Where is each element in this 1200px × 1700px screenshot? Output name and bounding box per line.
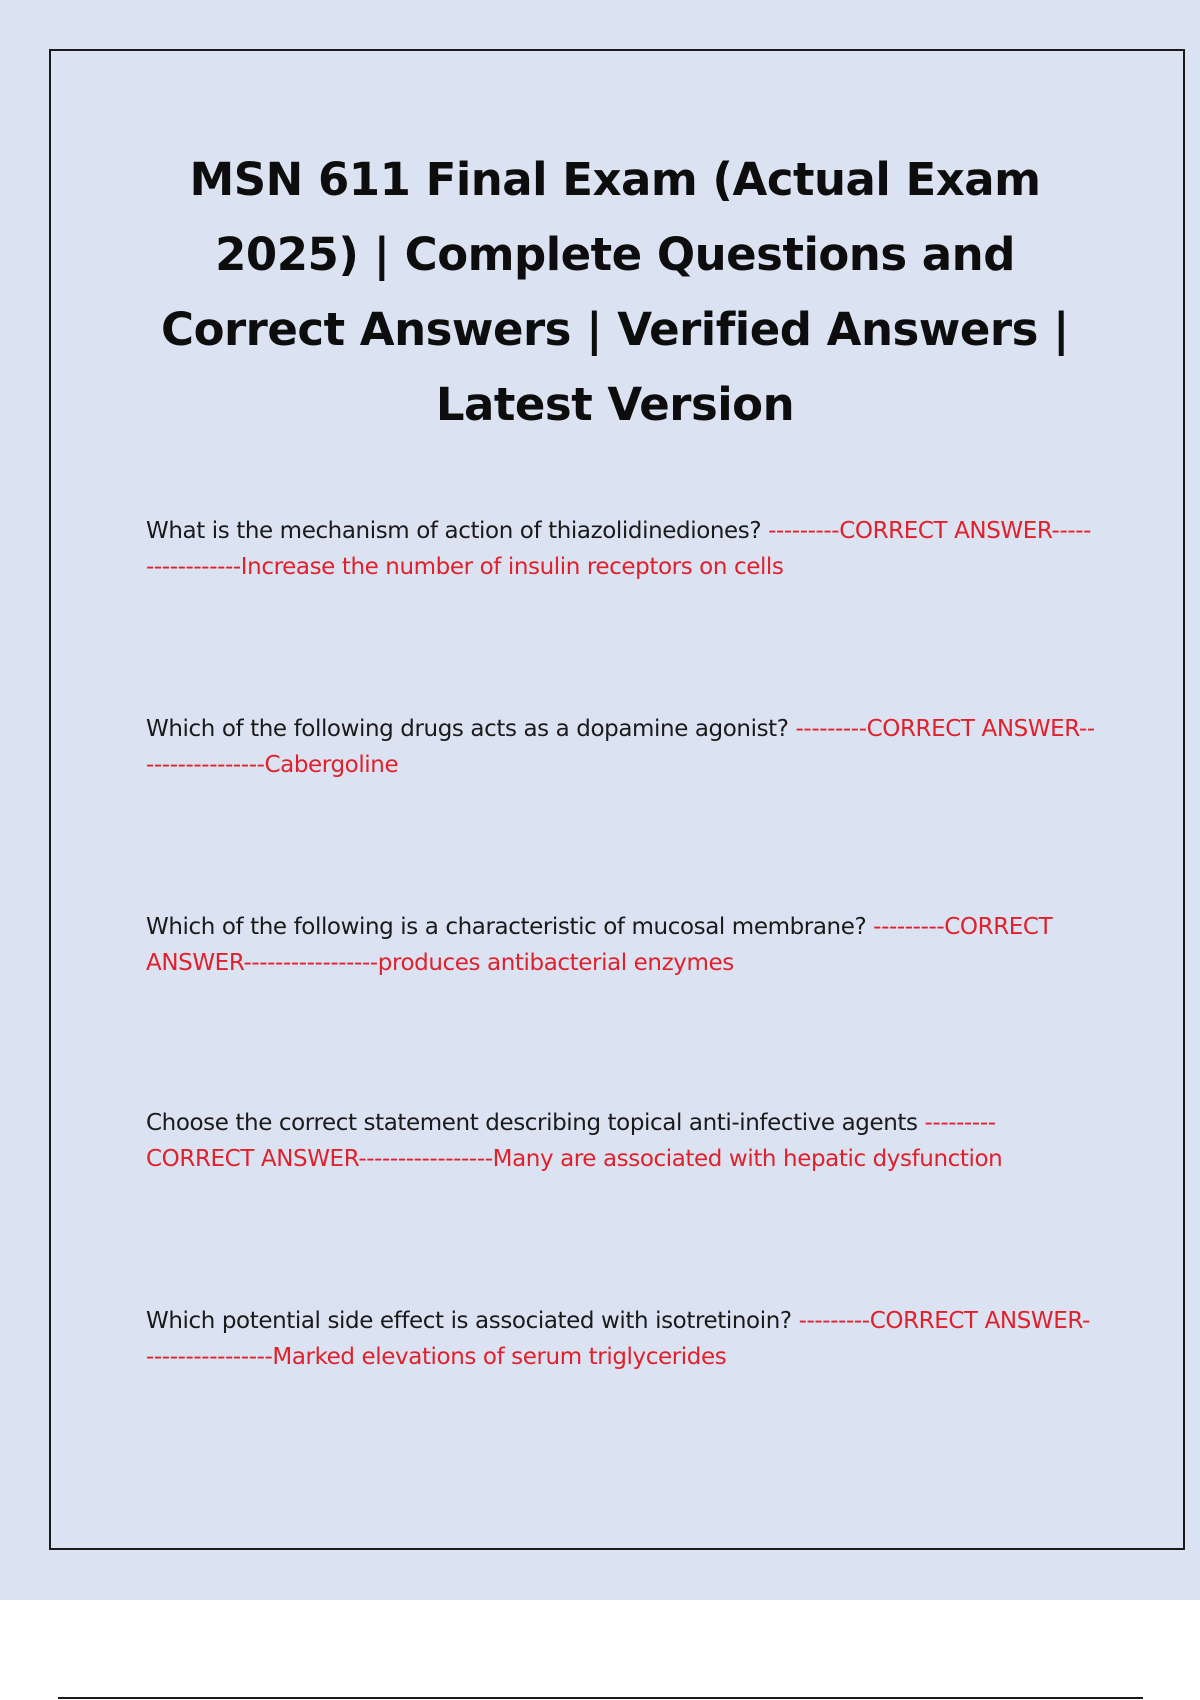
qa-item	[146, 1105, 1096, 1177]
qa-item	[146, 1303, 1096, 1375]
question-text: What is the mechanism of action of thiazolidinediones?	[146, 518, 769, 544]
question-text: Which potential side effect is associated with isotretinoin?	[146, 1308, 799, 1334]
footer-divider	[58, 1697, 1143, 1699]
answer-text: ---------CORRECT ANSWER-----------------Increase the number of insulin receptors on cells	[146, 518, 1092, 580]
qa-item	[146, 909, 1096, 981]
question-text: Choose the correct statement describing topical anti-infective agents	[146, 1110, 925, 1136]
answer-text: ---------CORRECT ANSWER-----------------Marked elevations of serum triglycerides	[146, 1308, 1090, 1370]
answer-text: --------- CORRECT ANSWER-----------------Many are associated with hepatic dysfunction	[146, 1110, 1003, 1172]
qa-item	[146, 711, 1096, 783]
document-title: MSN 611 Final Exam (Actual Exam 2025) | Complete Questions and Correct Answers | Verified Answers | Latest Version	[161, 153, 1069, 431]
answer-text: ---------CORRECT ANSWER-----------------produces antibacterial enzymes	[146, 914, 1053, 976]
qa-item	[146, 513, 1096, 585]
question-text: Which of the following is a characteristic of mucosal membrane?	[146, 914, 874, 940]
answer-text: ---------CORRECT ANSWER-----------------Cabergoline	[146, 716, 1095, 778]
question-text: Which of the following drugs acts as a dopamine agonist?	[146, 716, 796, 742]
